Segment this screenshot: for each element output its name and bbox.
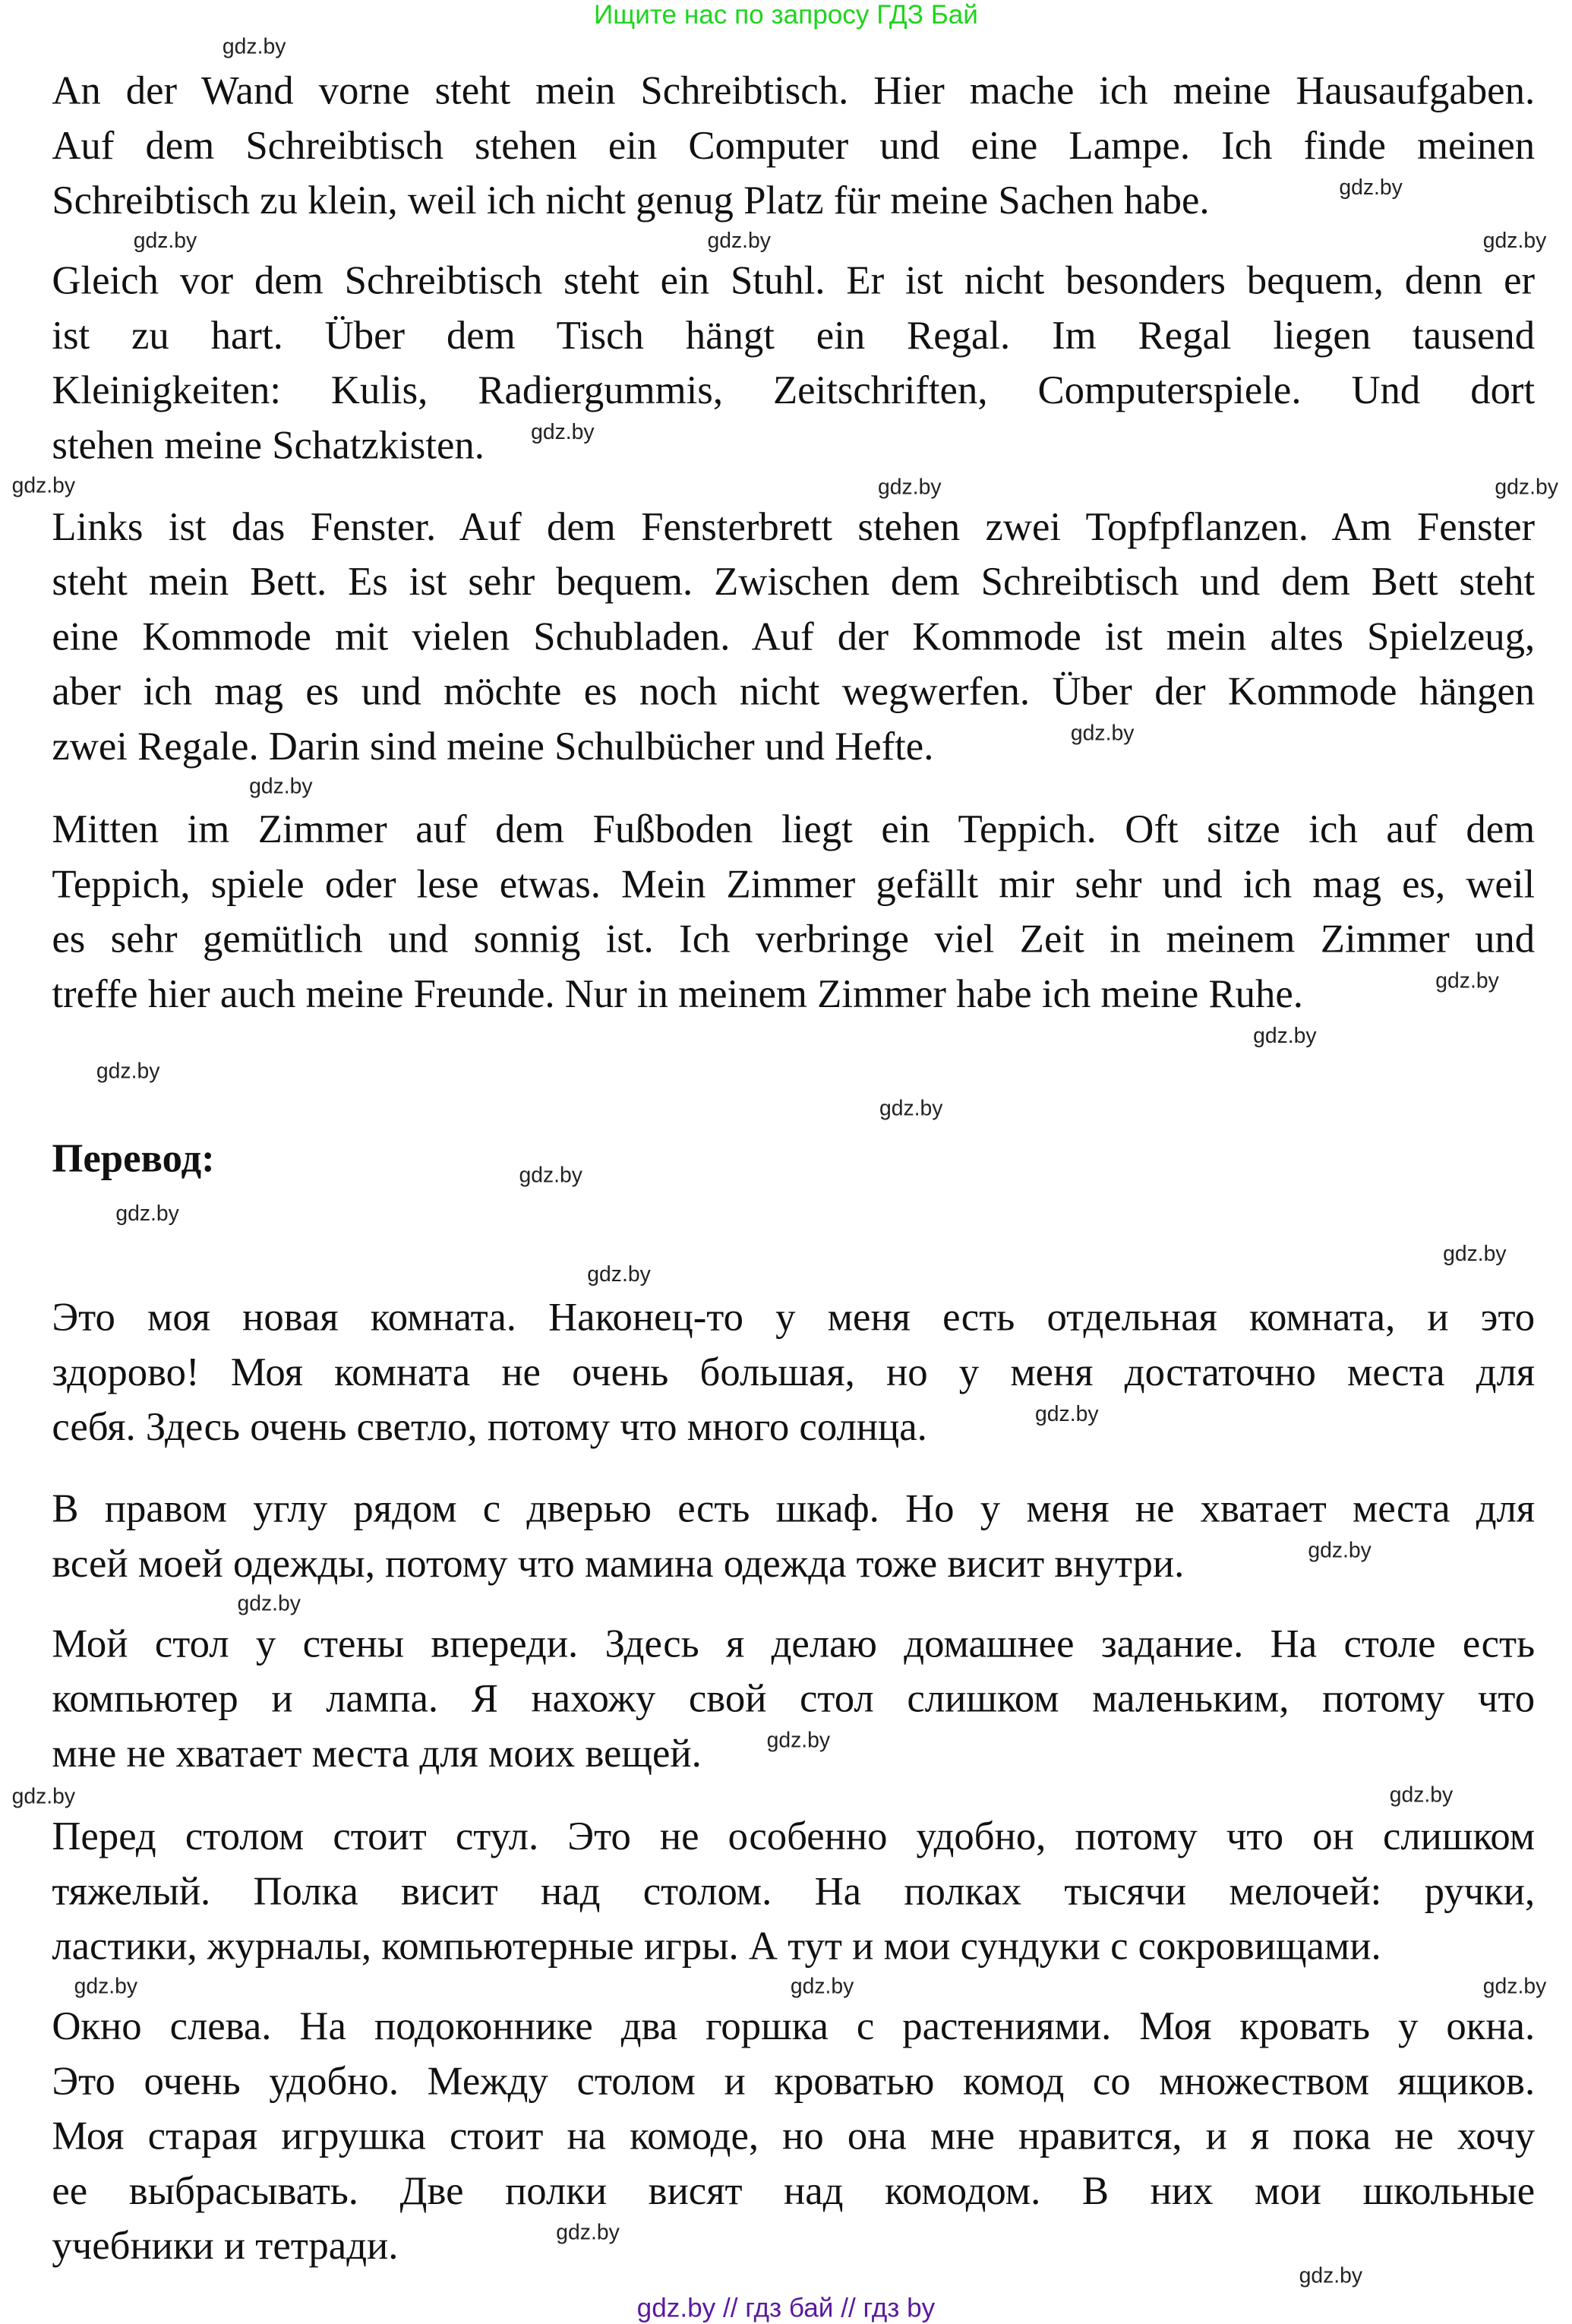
text-line: Schreibtisch zu klein, weil ich nicht genug Platz für meine Sachen habe.: [52, 178, 1210, 223]
text-line: Окно слева. На подоконнике два горшка с растениями. Моя кровать у окна.: [52, 2004, 1536, 2048]
watermark: gdz.by: [115, 1202, 179, 1227]
watermark: gdz.by: [1308, 1539, 1372, 1564]
text-line: мне не хватает места для моих вещей.: [52, 1730, 702, 1776]
watermark: gdz.by: [519, 1164, 582, 1189]
text-line: eine Kommode mit vielen Schubladen. Auf der Kommode ist mein altes Spielzeug,: [52, 614, 1536, 659]
text-line: здорово! Моя комната не очень большая, но у меня достаточно места для: [52, 1350, 1536, 1394]
watermark: gdz.by: [11, 1786, 76, 1810]
watermark: gdz.by: [133, 229, 197, 254]
text-line: ее выбрасывать. Две полки висят над комодом. В них мои школьные: [52, 2168, 1536, 2213]
text-line: Links ist das Fenster. Auf dem Fensterbrett stehen zwei Topfpflanzen. Am Fenster: [52, 504, 1536, 549]
text-line: В правом углу рядом с дверью есть шкаф. Но у меня не хватает места для: [52, 1486, 1536, 1531]
text-line: Это моя новая комната. Наконец-то у меня есть отдельная комната, и это: [52, 1294, 1536, 1340]
watermark: gdz.by: [96, 1060, 160, 1085]
watermark: gdz.by: [879, 1097, 943, 1122]
text-line: An der Wand vorne steht mein Schreibtisch. Hier mache ich meine Hausaufgaben.: [52, 68, 1536, 113]
text-line: себя. Здесь очень светло, потому что много солнца.: [52, 1404, 927, 1449]
text-line: ist zu hart. Über dem Tisch hängt ein Regal. Im Regal liegen tausend: [52, 313, 1536, 358]
watermark: gdz.by: [222, 35, 286, 60]
text-line: aber ich mag es und möchte es noch nicht wegwerfen. Über der Kommode hängen: [52, 668, 1536, 714]
watermark: gdz.by: [1389, 1784, 1454, 1808]
text-line: всей моей одежды, потому что мамина одежда тоже висит внутри.: [52, 1540, 1185, 1586]
footer-links[interactable]: gdz.by // гдз бай // гдз by: [636, 2293, 936, 2323]
german-paragraph: [52, 64, 1535, 229]
watermark: gdz.by: [556, 2221, 620, 2246]
russian-paragraph: [52, 1617, 1535, 1782]
text-line: Моя старая игрушка стоит на комоде, но она мне нравится, и я пока не хочу: [52, 2113, 1536, 2158]
text-line: zwei Regale. Darin sind meine Schulbücher und Hefte.: [52, 723, 934, 769]
watermark: gdz.by: [1443, 1243, 1507, 1267]
watermark: gdz.by: [878, 475, 942, 500]
watermark: gdz.by: [1482, 1975, 1547, 2000]
watermark: gdz.by: [11, 474, 76, 499]
watermark: gdz.by: [587, 1263, 651, 1288]
text-line: компьютер и лампа. Я нахожу свой стол слишком маленьким, потому что: [52, 1675, 1536, 1721]
watermark: gdz.by: [74, 1975, 138, 2000]
german-paragraph: [52, 802, 1535, 1021]
watermark: gdz.by: [1495, 475, 1558, 500]
german-paragraph: [52, 254, 1535, 473]
text-line: Teppich, spiele oder lese etwas. Mein Zimmer gefällt mir sehr und ich mag es, weil: [52, 861, 1536, 907]
text-line: treffe hier auch meine Freunde. Nur in meinem Zimmer habe ich meine Ruhe.: [52, 971, 1303, 1016]
russian-paragraph: [52, 1809, 1535, 1974]
text-line: Auf dem Schreibtisch stehen ein Computer und eine Lampe. Ich finde meinen: [52, 123, 1536, 168]
watermark: gdz.by: [1299, 2264, 1363, 2289]
text-line: учебники и тетради.: [52, 2223, 399, 2268]
text-line: stehen meine Schatzkisten.: [52, 422, 485, 468]
search-banner: Ищите нас по запросу ГДЗ Бай: [594, 0, 978, 30]
watermark: gdz.by: [1482, 229, 1547, 254]
german-paragraph: [52, 500, 1535, 774]
watermark: gdz.by: [1339, 176, 1403, 201]
text-line: Kleinigkeiten: Kulis, Radiergummis, Zeitschriften, Computerspiele. Und dort: [52, 368, 1536, 412]
text-line: Gleich vor dem Schreibtisch steht ein Stuhl. Er ist nicht besonders bequem, denn er: [52, 257, 1536, 303]
russian-paragraph: [52, 1290, 1535, 1455]
watermark: gdz.by: [237, 1593, 301, 1617]
text-line: Перед столом стоит стул. Это не особенно удобно, потому что он слишком: [52, 1814, 1536, 1858]
watermark: gdz.by: [1253, 1025, 1317, 1049]
text-line: тяжелый. Полка висит над столом. На полках тысячи мелочей: ручки,: [52, 1868, 1536, 1914]
text-line: steht mein Bett. Es ist sehr bequem. Zwischen dem Schreibtisch und dem Bett steht: [52, 559, 1536, 604]
watermark: gdz.by: [790, 1975, 854, 2000]
watermark: gdz.by: [766, 1729, 831, 1754]
watermark: gdz.by: [249, 775, 313, 800]
text-line: es sehr gemütlich und sonnig ist. Ich verbringe viel Zeit in meinem Zimmer und: [52, 916, 1536, 961]
watermark: gdz.by: [1070, 722, 1135, 747]
watermark: gdz.by: [531, 421, 595, 445]
translation-heading: Перевод:: [52, 1135, 215, 1181]
text-line: Mitten im Zimmer auf dem Fußboden liegt ein Teppich. Oft sitze ich auf dem: [52, 807, 1536, 851]
text-line: ластики, журналы, компьютерные игры. А тут и мои сундуки с сокровищами.: [52, 1923, 1381, 1969]
watermark: gdz.by: [1035, 1403, 1099, 1427]
text-line: Мой стол у стены впереди. Здесь я делаю домашнее задание. На столе есть: [52, 1621, 1536, 1666]
watermark: gdz.by: [707, 229, 771, 254]
watermark: gdz.by: [1435, 970, 1499, 994]
text-line: Это очень удобно. Между столом и кроватью комод со множеством ящиков.: [52, 2058, 1536, 2104]
russian-paragraph: [52, 1482, 1535, 1592]
russian-paragraph: [52, 1999, 1535, 2273]
